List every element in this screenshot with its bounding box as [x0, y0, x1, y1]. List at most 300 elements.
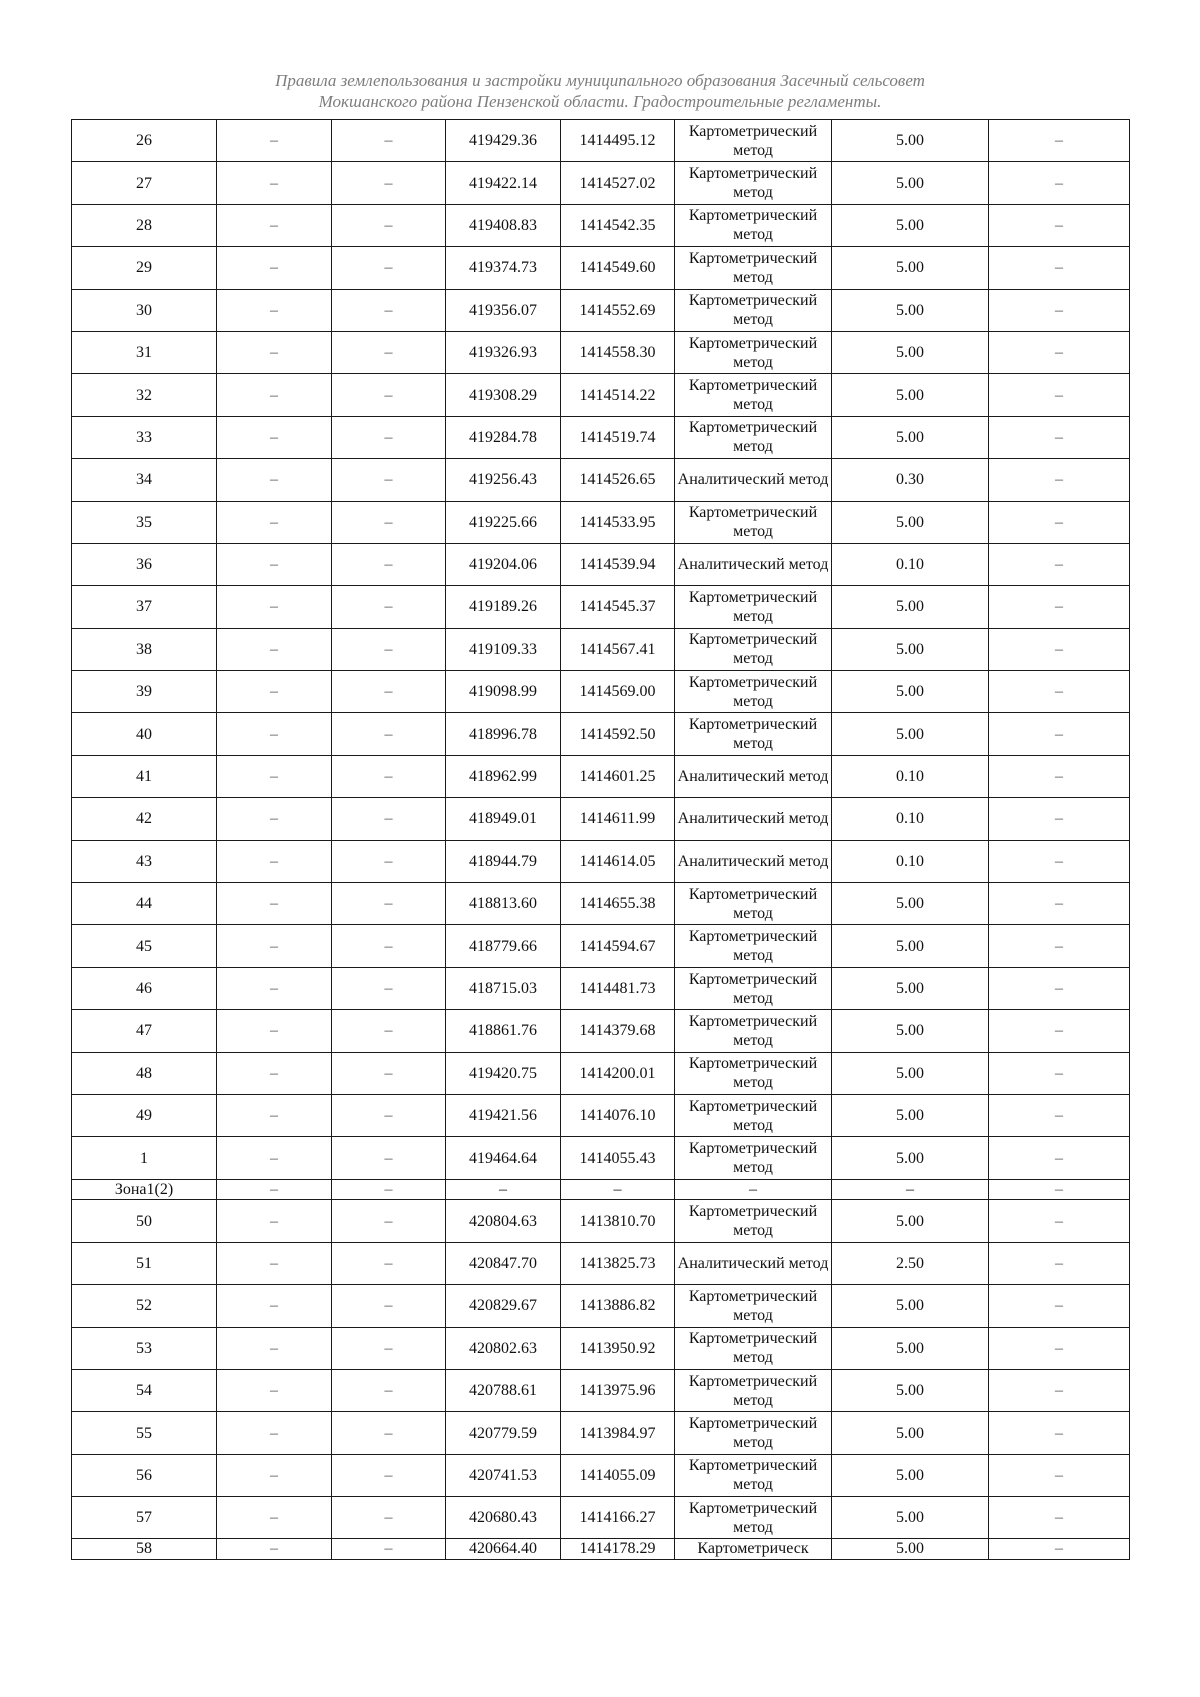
table-row: [72, 1327, 1130, 1369]
cell-accuracy: 5.00: [832, 883, 989, 925]
cell-x-coordinate: 419284.78: [446, 416, 561, 458]
table-row: [72, 1454, 1130, 1496]
cell-method: Картометрический метод: [675, 671, 832, 713]
cell-method: Картометрический метод: [675, 713, 832, 755]
cell-accuracy: 5.00: [832, 1369, 989, 1411]
cell-method: Картометрический метод: [675, 247, 832, 289]
cell-method: Картометрический метод: [675, 1497, 832, 1539]
cell-col-2: –: [217, 1497, 332, 1539]
cell-y-coordinate: 1414567.41: [561, 628, 675, 670]
cell-col-8: –: [989, 289, 1130, 331]
cell-col-2: –: [217, 1052, 332, 1094]
cell-col-8: –: [989, 840, 1130, 882]
table-row: [72, 883, 1130, 925]
cell-point-number: 43: [72, 840, 217, 882]
cell-method: Аналитический метод: [675, 798, 832, 840]
cell-y-coordinate: 1414055.43: [561, 1137, 675, 1179]
cell-accuracy: 5.00: [832, 1137, 989, 1179]
cell-accuracy: 5.00: [832, 289, 989, 331]
cell-accuracy: 5.00: [832, 247, 989, 289]
cell-method: Картометрический метод: [675, 1285, 832, 1327]
cell-y-coordinate: 1414545.37: [561, 586, 675, 628]
cell-point-number: 33: [72, 416, 217, 458]
cell-y-coordinate: 1414539.94: [561, 543, 675, 585]
cell-method: Картометрический метод: [675, 1010, 832, 1052]
cell-col-3: –: [332, 1094, 446, 1136]
cell-col-8: –: [989, 883, 1130, 925]
cell-method: Картометрический метод: [675, 120, 832, 162]
cell-col-3: –: [332, 798, 446, 840]
table-row: [72, 671, 1130, 713]
cell-col-2: –: [217, 416, 332, 458]
cell-x-coordinate: 418861.76: [446, 1010, 561, 1052]
cell-y-coordinate: 1414055.09: [561, 1454, 675, 1496]
cell-col-3: –: [332, 374, 446, 416]
cell-col-3: –: [332, 628, 446, 670]
cell-y-coordinate: 1414166.27: [561, 1497, 675, 1539]
coordinates-table: [71, 119, 1130, 1560]
cell-y-coordinate: 1414076.10: [561, 1094, 675, 1136]
cell-col-3: –: [332, 586, 446, 628]
cell-col-2: –: [217, 1010, 332, 1052]
cell-method: Картометрический метод: [675, 925, 832, 967]
cell-col-3: –: [332, 840, 446, 882]
cell-col-2: –: [217, 501, 332, 543]
cell-col-2: –: [217, 586, 332, 628]
table-row: [72, 1497, 1130, 1539]
cell-x-coordinate: 418949.01: [446, 798, 561, 840]
cell-point-number: 36: [72, 543, 217, 585]
header-line-2: Мокшанского района Пензенской области. Градостроительные регламенты.: [318, 92, 882, 111]
cell-method: Картометрический метод: [675, 628, 832, 670]
cell-point-number: 37: [72, 586, 217, 628]
cell-point-number: 48: [72, 1052, 217, 1094]
cell-x-coordinate: 419420.75: [446, 1052, 561, 1094]
cell-point-number: 30: [72, 289, 217, 331]
cell-accuracy: 5.00: [832, 1052, 989, 1094]
cell-y-coordinate: 1414533.95: [561, 501, 675, 543]
cell-point-number: 34: [72, 459, 217, 501]
cell-col-8: –: [989, 1539, 1130, 1560]
cell-y-coordinate: 1414542.35: [561, 204, 675, 246]
cell-col-3: –: [332, 1242, 446, 1284]
cell-col-2: –: [217, 671, 332, 713]
cell-col-2: –: [217, 1200, 332, 1242]
table-row: [72, 586, 1130, 628]
cell-col-3: –: [332, 713, 446, 755]
cell-accuracy: 5.00: [832, 713, 989, 755]
cell-col-2: –: [217, 247, 332, 289]
table-row: [72, 1200, 1130, 1242]
cell-method: Аналитический метод: [675, 1242, 832, 1284]
cell-col-8: –: [989, 925, 1130, 967]
cell-x-coordinate: 420802.63: [446, 1327, 561, 1369]
cell-col-2: –: [217, 925, 332, 967]
cell-accuracy: 5.00: [832, 1539, 989, 1560]
cell-x-coordinate: 419464.64: [446, 1137, 561, 1179]
cell-y-coordinate: 1414549.60: [561, 247, 675, 289]
cell-col-8: –: [989, 459, 1130, 501]
page-header: [0, 70, 1200, 112]
cell-col-3: –: [332, 1454, 446, 1496]
cell-col-2: –: [217, 1285, 332, 1327]
cell-x-coordinate: 420664.40: [446, 1539, 561, 1560]
cell-point-number: 29: [72, 247, 217, 289]
cell-point-number: 50: [72, 1200, 217, 1242]
cell-accuracy: 5.00: [832, 1454, 989, 1496]
cell-accuracy: 5.00: [832, 204, 989, 246]
table-body: [72, 120, 1130, 1560]
cell-accuracy: 5.00: [832, 374, 989, 416]
cell-method: Картометрический метод: [675, 1412, 832, 1454]
cell-point-number: 27: [72, 162, 217, 204]
cell-x-coordinate: 418962.99: [446, 755, 561, 797]
cell-accuracy: 0.10: [832, 755, 989, 797]
cell-method: Картометрический метод: [675, 416, 832, 458]
table-row: [72, 459, 1130, 501]
cell-accuracy: 5.00: [832, 586, 989, 628]
cell-x-coordinate: 419225.66: [446, 501, 561, 543]
cell-col-2: –: [217, 798, 332, 840]
table-row: [72, 1369, 1130, 1411]
cell-x-coordinate: 419374.73: [446, 247, 561, 289]
table-row: [72, 1539, 1130, 1560]
cell-x-coordinate: 419429.36: [446, 120, 561, 162]
cell-col-8: –: [989, 1052, 1130, 1094]
cell-col-2: –: [217, 120, 332, 162]
cell-y-coordinate: 1414558.30: [561, 331, 675, 373]
cell-x-coordinate: –: [446, 1179, 561, 1200]
cell-point-number: 47: [72, 1010, 217, 1052]
table-row: [72, 1137, 1130, 1179]
cell-x-coordinate: 419256.43: [446, 459, 561, 501]
cell-col-8: –: [989, 671, 1130, 713]
cell-x-coordinate: 420779.59: [446, 1412, 561, 1454]
table-row: [72, 840, 1130, 882]
cell-y-coordinate: 1414655.38: [561, 883, 675, 925]
cell-y-coordinate: 1414552.69: [561, 289, 675, 331]
cell-col-8: –: [989, 543, 1130, 585]
cell-method: Картометрическ: [675, 1539, 832, 1560]
table-row: [72, 501, 1130, 543]
cell-y-coordinate: 1414495.12: [561, 120, 675, 162]
cell-point-number: 31: [72, 331, 217, 373]
cell-x-coordinate: 419189.26: [446, 586, 561, 628]
cell-method: Картометрический метод: [675, 1137, 832, 1179]
cell-accuracy: 5.00: [832, 1327, 989, 1369]
cell-col-8: –: [989, 1010, 1130, 1052]
cell-y-coordinate: 1414594.67: [561, 925, 675, 967]
cell-accuracy: 5.00: [832, 1094, 989, 1136]
cell-point-number: 56: [72, 1454, 217, 1496]
cell-col-2: –: [217, 1412, 332, 1454]
cell-x-coordinate: 418813.60: [446, 883, 561, 925]
cell-point-number: 53: [72, 1327, 217, 1369]
cell-col-3: –: [332, 162, 446, 204]
cell-x-coordinate: 419422.14: [446, 162, 561, 204]
cell-method: Картометрический метод: [675, 967, 832, 1009]
cell-y-coordinate: 1414178.29: [561, 1539, 675, 1560]
cell-x-coordinate: 419098.99: [446, 671, 561, 713]
cell-col-8: –: [989, 1454, 1130, 1496]
cell-col-8: –: [989, 1327, 1130, 1369]
cell-col-3: –: [332, 1539, 446, 1560]
cell-x-coordinate: 419204.06: [446, 543, 561, 585]
cell-col-3: –: [332, 1412, 446, 1454]
cell-x-coordinate: 420804.63: [446, 1200, 561, 1242]
cell-accuracy: 5.00: [832, 501, 989, 543]
cell-col-8: –: [989, 1285, 1130, 1327]
cell-accuracy: 5.00: [832, 671, 989, 713]
cell-col-3: –: [332, 755, 446, 797]
cell-accuracy: 5.00: [832, 925, 989, 967]
cell-col-3: –: [332, 459, 446, 501]
cell-method: Аналитический метод: [675, 755, 832, 797]
cell-y-coordinate: 1414527.02: [561, 162, 675, 204]
cell-y-coordinate: –: [561, 1179, 675, 1200]
cell-col-3: –: [332, 1200, 446, 1242]
cell-method: Аналитический метод: [675, 543, 832, 585]
cell-accuracy: –: [832, 1179, 989, 1200]
cell-method: Картометрический метод: [675, 1200, 832, 1242]
cell-point-number: 28: [72, 204, 217, 246]
cell-y-coordinate: 1414614.05: [561, 840, 675, 882]
cell-col-3: –: [332, 204, 446, 246]
cell-x-coordinate: 418779.66: [446, 925, 561, 967]
table-row: [72, 967, 1130, 1009]
cell-method: Картометрический метод: [675, 883, 832, 925]
cell-method: Картометрический метод: [675, 1369, 832, 1411]
cell-col-3: –: [332, 1052, 446, 1094]
cell-point-number: 57: [72, 1497, 217, 1539]
cell-point-number: 32: [72, 374, 217, 416]
cell-col-8: –: [989, 374, 1130, 416]
cell-method: Картометрический метод: [675, 374, 832, 416]
cell-y-coordinate: 1414611.99: [561, 798, 675, 840]
cell-method: Аналитический метод: [675, 840, 832, 882]
cell-col-8: –: [989, 501, 1130, 543]
cell-accuracy: 5.00: [832, 416, 989, 458]
table-row: [72, 1094, 1130, 1136]
table-row: [72, 1242, 1130, 1284]
cell-col-2: –: [217, 1327, 332, 1369]
cell-col-3: –: [332, 671, 446, 713]
cell-col-3: –: [332, 331, 446, 373]
table-row: [72, 798, 1130, 840]
cell-col-2: –: [217, 1137, 332, 1179]
cell-accuracy: 5.00: [832, 628, 989, 670]
table-row: [72, 204, 1130, 246]
cell-col-2: –: [217, 1179, 332, 1200]
cell-accuracy: 5.00: [832, 1010, 989, 1052]
cell-point-number: 49: [72, 1094, 217, 1136]
cell-col-2: –: [217, 1454, 332, 1496]
table-row: [72, 331, 1130, 373]
cell-point-number: 42: [72, 798, 217, 840]
cell-y-coordinate: 1414200.01: [561, 1052, 675, 1094]
cell-col-8: –: [989, 1497, 1130, 1539]
cell-point-number: 44: [72, 883, 217, 925]
cell-col-8: –: [989, 204, 1130, 246]
cell-method: Картометрический метод: [675, 204, 832, 246]
cell-col-2: –: [217, 840, 332, 882]
table-row: [72, 1052, 1130, 1094]
table-row: [72, 247, 1130, 289]
cell-col-8: –: [989, 1094, 1130, 1136]
cell-col-2: –: [217, 331, 332, 373]
table-row: [72, 628, 1130, 670]
cell-y-coordinate: 1413975.96: [561, 1369, 675, 1411]
cell-accuracy: 0.10: [832, 840, 989, 882]
cell-col-3: –: [332, 501, 446, 543]
cell-y-coordinate: 1413984.97: [561, 1412, 675, 1454]
cell-x-coordinate: 419308.29: [446, 374, 561, 416]
cell-col-8: –: [989, 628, 1130, 670]
cell-point-number: 39: [72, 671, 217, 713]
cell-col-8: –: [989, 755, 1130, 797]
cell-accuracy: 5.00: [832, 331, 989, 373]
cell-col-2: –: [217, 204, 332, 246]
cell-x-coordinate: 420741.53: [446, 1454, 561, 1496]
cell-method: –: [675, 1179, 832, 1200]
cell-point-number: 58: [72, 1539, 217, 1560]
cell-col-8: –: [989, 798, 1130, 840]
cell-col-8: –: [989, 1179, 1130, 1200]
cell-x-coordinate: 420788.61: [446, 1369, 561, 1411]
cell-x-coordinate: 418944.79: [446, 840, 561, 882]
cell-col-3: –: [332, 247, 446, 289]
table-row: [72, 374, 1130, 416]
cell-y-coordinate: 1414481.73: [561, 967, 675, 1009]
table-row: [72, 713, 1130, 755]
cell-col-3: –: [332, 1137, 446, 1179]
cell-point-number: Зона1(2): [72, 1179, 217, 1200]
cell-col-3: –: [332, 1369, 446, 1411]
cell-method: Картометрический метод: [675, 501, 832, 543]
cell-y-coordinate: 1414569.00: [561, 671, 675, 713]
cell-point-number: 35: [72, 501, 217, 543]
cell-accuracy: 0.10: [832, 543, 989, 585]
cell-col-2: –: [217, 713, 332, 755]
cell-accuracy: 5.00: [832, 1412, 989, 1454]
cell-method: Аналитический метод: [675, 459, 832, 501]
table-row: [72, 289, 1130, 331]
cell-x-coordinate: 418715.03: [446, 967, 561, 1009]
cell-col-3: –: [332, 1285, 446, 1327]
cell-col-8: –: [989, 1137, 1130, 1179]
cell-accuracy: 5.00: [832, 120, 989, 162]
cell-accuracy: 5.00: [832, 162, 989, 204]
table-row: [72, 120, 1130, 162]
cell-col-3: –: [332, 1010, 446, 1052]
cell-col-8: –: [989, 1200, 1130, 1242]
cell-x-coordinate: 420847.70: [446, 1242, 561, 1284]
cell-col-8: –: [989, 713, 1130, 755]
cell-point-number: 46: [72, 967, 217, 1009]
cell-x-coordinate: 419421.56: [446, 1094, 561, 1136]
table-row: [72, 755, 1130, 797]
cell-y-coordinate: 1414592.50: [561, 713, 675, 755]
cell-col-2: –: [217, 1094, 332, 1136]
cell-col-3: –: [332, 543, 446, 585]
cell-y-coordinate: 1413810.70: [561, 1200, 675, 1242]
cell-method: Картометрический метод: [675, 331, 832, 373]
cell-y-coordinate: 1413886.82: [561, 1285, 675, 1327]
cell-method: Картометрический метод: [675, 1094, 832, 1136]
cell-point-number: 55: [72, 1412, 217, 1454]
cell-accuracy: 5.00: [832, 1497, 989, 1539]
header-line-1: Правила землепользования и застройки муниципального образования Засечный сельсовет: [275, 71, 925, 90]
cell-x-coordinate: 419109.33: [446, 628, 561, 670]
cell-col-3: –: [332, 416, 446, 458]
cell-x-coordinate: 419356.07: [446, 289, 561, 331]
cell-col-3: –: [332, 1179, 446, 1200]
cell-method: Картометрический метод: [675, 586, 832, 628]
cell-col-2: –: [217, 883, 332, 925]
cell-col-3: –: [332, 967, 446, 1009]
cell-accuracy: 5.00: [832, 1200, 989, 1242]
cell-col-2: –: [217, 1539, 332, 1560]
cell-method: Картометрический метод: [675, 162, 832, 204]
cell-col-3: –: [332, 883, 446, 925]
cell-point-number: 45: [72, 925, 217, 967]
table-row: [72, 543, 1130, 585]
cell-col-3: –: [332, 1497, 446, 1539]
cell-accuracy: 0.30: [832, 459, 989, 501]
table-row: [72, 416, 1130, 458]
cell-method: Картометрический метод: [675, 1327, 832, 1369]
cell-col-3: –: [332, 120, 446, 162]
table-row: [72, 925, 1130, 967]
cell-col-2: –: [217, 1369, 332, 1411]
cell-accuracy: 0.10: [832, 798, 989, 840]
cell-point-number: 54: [72, 1369, 217, 1411]
cell-col-8: –: [989, 162, 1130, 204]
cell-y-coordinate: 1414519.74: [561, 416, 675, 458]
cell-col-8: –: [989, 1242, 1130, 1284]
cell-accuracy: 5.00: [832, 967, 989, 1009]
cell-point-number: 38: [72, 628, 217, 670]
cell-col-8: –: [989, 1412, 1130, 1454]
table-row: [72, 1412, 1130, 1454]
cell-col-2: –: [217, 967, 332, 1009]
cell-x-coordinate: 419408.83: [446, 204, 561, 246]
cell-col-2: –: [217, 1242, 332, 1284]
cell-y-coordinate: 1413950.92: [561, 1327, 675, 1369]
table-row: [72, 1010, 1130, 1052]
table-row: [72, 1285, 1130, 1327]
cell-col-2: –: [217, 755, 332, 797]
cell-col-2: –: [217, 543, 332, 585]
cell-col-3: –: [332, 925, 446, 967]
zone-row: [72, 1179, 1130, 1200]
cell-point-number: 41: [72, 755, 217, 797]
cell-point-number: 51: [72, 1242, 217, 1284]
cell-col-8: –: [989, 247, 1130, 289]
cell-accuracy: 2.50: [832, 1242, 989, 1284]
cell-col-2: –: [217, 289, 332, 331]
cell-y-coordinate: 1414379.68: [561, 1010, 675, 1052]
cell-col-8: –: [989, 967, 1130, 1009]
cell-method: Картометрический метод: [675, 1454, 832, 1496]
cell-col-8: –: [989, 331, 1130, 373]
cell-point-number: 40: [72, 713, 217, 755]
cell-col-3: –: [332, 289, 446, 331]
cell-method: Картометрический метод: [675, 1052, 832, 1094]
cell-x-coordinate: 420680.43: [446, 1497, 561, 1539]
cell-y-coordinate: 1413825.73: [561, 1242, 675, 1284]
cell-point-number: 1: [72, 1137, 217, 1179]
